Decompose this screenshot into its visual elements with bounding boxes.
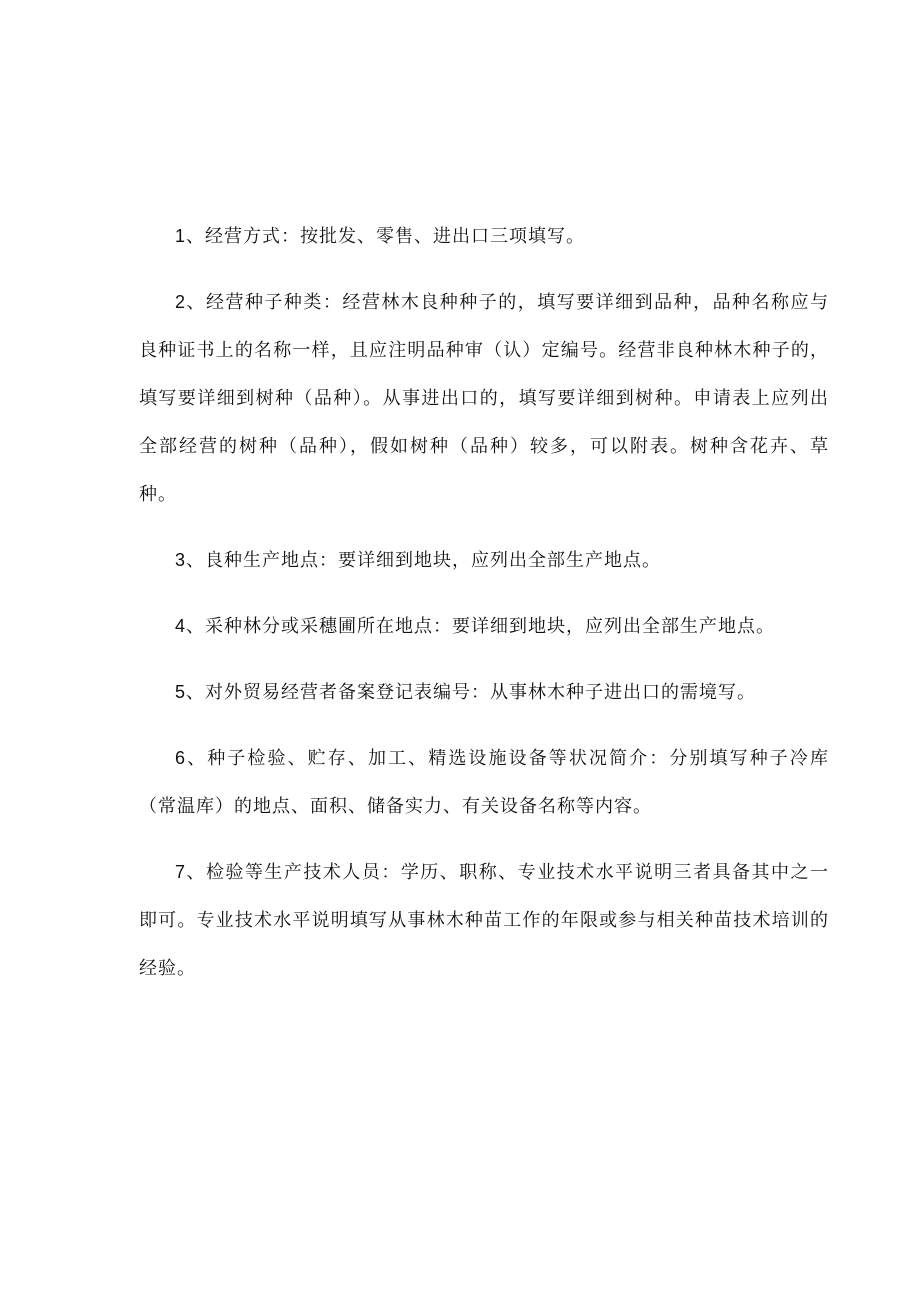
instruction-item-5: [139, 668, 829, 717]
instruction-item-6: [139, 734, 829, 831]
item-number: 3: [175, 550, 187, 570]
instruction-item-4: [139, 602, 829, 651]
item-number: 5: [175, 682, 187, 702]
item-number: 1: [175, 226, 187, 246]
item-text: 、经营种子种类：经营林木良种种子的，填写要详细到品种，品种名称应与良种证书上的名称一样，且应注明品种审（认）定编号。经营非良种林木种子的，填写要详细到树种（品种）。从事进出口的，填写要详细到树种。申请表上应列出全部经营的树种（品种），假如树种（品种）较多，可以附表。树种含花卉、草种。: [139, 292, 829, 505]
item-number: 2: [175, 292, 187, 312]
instruction-item-3: [139, 536, 829, 585]
item-text: 、对外贸易经营者备案登记表编号：从事林木种子进出口的需境写。: [186, 682, 757, 703]
instruction-item-2: [139, 278, 829, 519]
instruction-item-7: [139, 848, 829, 993]
item-number: 4: [175, 616, 187, 636]
item-text: 、种子检验、贮存、加工、精选设施设备等状况简介：分别填写种子冷库（常温库）的地点、面积、储备实力、有关设备名称等内容。: [139, 748, 829, 817]
instructions-body: [139, 212, 829, 1010]
item-number: 6: [175, 748, 187, 768]
item-text: 、经营方式：按批发、零售、进出口三项填写。: [186, 226, 586, 247]
instruction-item-1: [139, 212, 829, 261]
item-text: 、良种生产地点：要详细到地块，应列出全部生产地点。: [186, 550, 662, 571]
item-text: 、检验等生产技术人员：学历、职称、专业技术水平说明三者具备其中之一即可。专业技术水平说明填写从事林木种苗工作的年限或参与相关种苗技术培训的经验。: [139, 862, 829, 979]
item-number: 7: [175, 862, 187, 882]
item-text: 、采种林分或采穗圃所在地点：要详细到地块，应列出全部生产地点。: [186, 616, 776, 637]
